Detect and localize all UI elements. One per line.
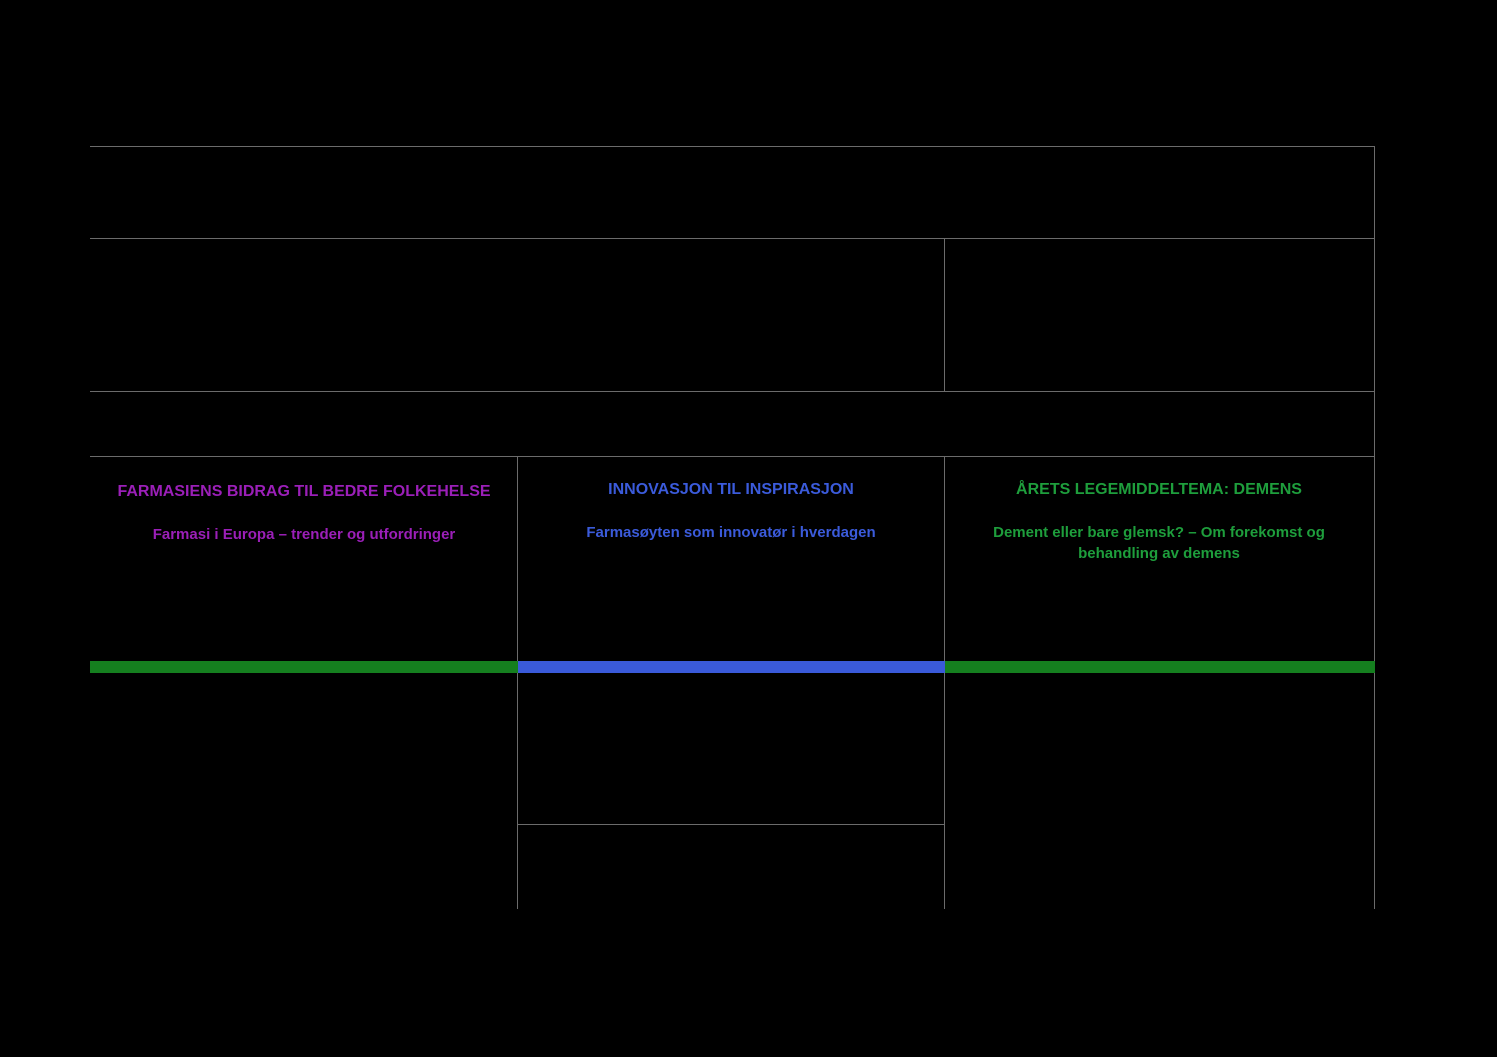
session-title-line: „App“ utvikling	[528, 677, 935, 715]
track-bar-blue-middle	[518, 661, 945, 673]
pause-bottom-rule	[90, 456, 1375, 457]
day-header	[90, 170, 1375, 215]
session-speaker-line: Engagement Co-ordinator, University of Aberdeen, UK	[102, 782, 463, 799]
track-bar-green-right	[945, 661, 1375, 673]
track-room: Auditoriet	[699, 566, 763, 583]
track-title: FARMASIENS BIDRAG TIL BEDRE FOLKEHELSE	[117, 483, 491, 500]
history-room: Møterom Odin	[1109, 308, 1211, 325]
morning-bottom-rule	[90, 391, 1375, 392]
session-title-line: Managing Minor Ailments: Patient's Health Seeking	[102, 677, 484, 715]
track-chair-line: Møteleder: Hege Karsten	[1075, 587, 1243, 604]
track-title: ÅRETS LEGEMIDDELTEMA: DEMENS	[1016, 481, 1302, 498]
session-demens	[956, 675, 1366, 759]
column-divider-2-lower	[944, 456, 945, 909]
session-speaker-line: Felleskatalogen AS	[528, 761, 657, 778]
track-bar-green-left	[90, 661, 518, 673]
history-title: FARMASIHISTORIE	[1072, 283, 1248, 304]
session-speaker-line: v/ Bjørnar Allgot, Daglig leder, Diabetesforbundet	[528, 869, 853, 886]
pecha-kucha-block	[90, 261, 945, 369]
track-chair-line: (Programkomiteen NFS, Farmasøytisk institutt, UiO)	[557, 608, 905, 625]
track-innovasjon	[523, 479, 939, 627]
session-title-line: Behavior and the Role of Community Pharmacy	[160, 698, 478, 715]
track-title: INNOVASJON TIL INSPIRASJON	[608, 481, 854, 498]
session-speaker-line: v/ Bente By Jansen, Administrerende direktør,	[528, 740, 833, 757]
track-demens	[950, 479, 1368, 648]
track-chair-line: Møteleder: Josefine Elbo Nielsen	[620, 587, 842, 604]
history-block	[945, 261, 1375, 348]
session-speaker-line: MRPharmS, Senior Research Fellow/CLSM Public	[102, 761, 438, 778]
track-folkehelse	[96, 481, 512, 629]
session-watson	[102, 675, 512, 801]
track-chair-line: Møteleder: Hedvig Nordeng (Programkomiteen NFS,	[128, 589, 480, 606]
session-time: Kl 10.55-11.15	[528, 827, 625, 844]
pecha-title: PECHA KUCHA – 400 sekunder-foredrag	[335, 283, 700, 304]
session-speaker-line: v/ Dr Margaret C. Watson , PhD MSc BSc (Hons)	[102, 740, 429, 757]
track-chair-line: forskningsnettverk TeVe)	[1077, 629, 1241, 646]
day-time: Kl 9-16	[708, 196, 757, 213]
history-chair: Møteleder: Gunvor Betzy Solheim	[1047, 329, 1273, 346]
day-title: FREDAG 7. november	[633, 171, 832, 192]
pecha-chairs-line1: Møteledere: Anne Gerd Granås (Høyskolen i Oslo og Akershus) og Hedvig Nordeng	[239, 329, 796, 346]
session-felleskatalogen	[528, 675, 938, 780]
track-subtitle: Farmasøyten som innovatør i hverdagen	[586, 524, 876, 541]
track-chair-line: (Programkomiteen NFS, Alderspsykiatrisk fag og	[997, 608, 1321, 625]
track-subtitle: behandling av demens	[1078, 545, 1240, 562]
track-room: Sal A	[286, 568, 322, 585]
session-title-line: Jeg skulle ønske jeg hadde?	[628, 827, 819, 844]
pecha-room: Sal A	[499, 308, 536, 325]
header-bottom-rule	[90, 238, 1375, 239]
session-time: Kl 10.35-10.55	[528, 677, 626, 694]
session-speaker-line: v/ Knut Engedal, Professor emeritus,	[956, 719, 1201, 736]
track-chair-line: Farmasøytisk institutt, UiO)	[213, 610, 395, 627]
pecha-time: Kl 9.00-10.15	[472, 263, 563, 280]
session-time: Kl 10.35-11.20	[956, 677, 1053, 694]
table-top-rule	[90, 146, 1375, 147]
column-divider-1	[517, 456, 518, 909]
session-diabetes	[528, 825, 938, 888]
pause-block	[90, 415, 1375, 436]
track-subtitle: Dement eller bare glemsk? – Om forekomst og	[993, 524, 1325, 541]
track-subtitle: Farmasi i Europa – trender og utfordringer	[152, 526, 456, 543]
session-title-line: Innovative løsninger i Felleskatalogen –	[629, 677, 894, 694]
session-speaker-line: dr.med. i demens- og alderspsykiatri	[956, 719, 1346, 757]
session-title-line: Demens – en utfordring i alderdommen	[1056, 677, 1317, 694]
pecha-chairs-line2: (Programkomiteen, Universitetet i Oslo)	[386, 350, 649, 367]
history-time: Kl 9.00-12.00	[1115, 263, 1205, 280]
session-time: Kl 10.35-11.10	[102, 677, 199, 694]
pause-label: Kl 10.15-10.35 PAUSE	[655, 417, 810, 434]
track-room: Sal D	[1140, 566, 1178, 583]
